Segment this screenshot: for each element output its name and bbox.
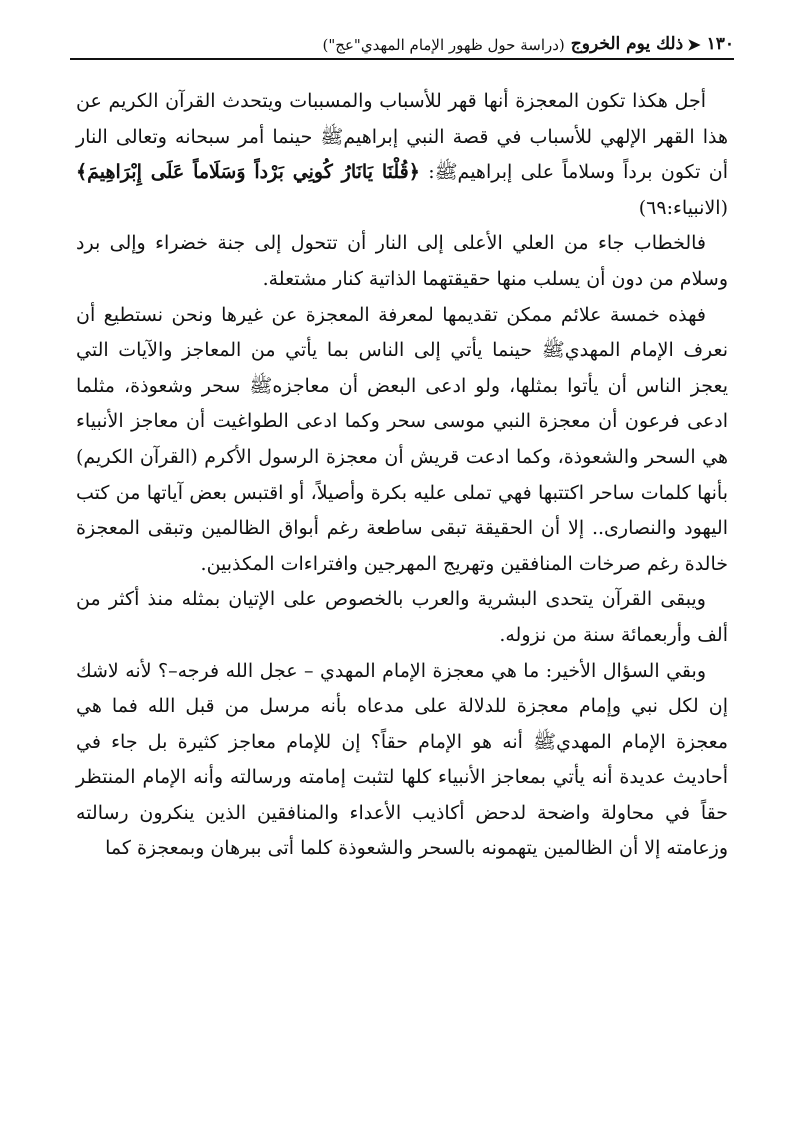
page-body bbox=[76, 84, 728, 867]
paragraph-3: فهذه خمسة علائم ممكن تقديمها لمعرفة المعجزة عن غيرها ونحن نستطيع أن نعرف الإمام المهديﷺ حينما يأتي إلى الناس بما يأتي من المعاجز والآيات التي يعجز الناس أن يأتوا بمثلها، ولو ادعى البعض أن معاجزهﷺ سحر وشعوذة، مثلما ادعى فرعون أن معجزة النبي موسى سحر وكما ادعى الطواغيت أن معاجز الأنبياء هي السحر والشعوذة، وكما ادعت قريش أن معجزة الرسول الأكرم (القرآن الكريم) بأنها كلمات ساحر اكتتبها فهي تملى عليه بكرة وأصيلاً، أو اقتبس بعض آياتها من كتب اليهود والنصارى.. إلا أن الحقيقة تبقى ساطعة رغم أبواق الظالمين وتبقى المعجزة خالدة رغم صرخات المنافقين وتهريج المهرجين وافتراءات المكذبين. bbox=[76, 303, 728, 575]
paragraph-4: ويبقى القرآن يتحدى البشرية والعرب بالخصوص على الإتيان بمثله منذ أكثر من ألف وأربعمائة سنة من نزوله. bbox=[76, 588, 728, 646]
paragraph-1 bbox=[76, 84, 728, 226]
verse-citation: (الانبياء:٦٩) bbox=[638, 196, 728, 219]
page-number: ١٣٠ bbox=[706, 34, 734, 54]
arrow-icon: ➤ bbox=[687, 35, 701, 54]
quran-verse: ﴿قُلْنَا يَانَارُ كُونِي بَرْداً وَسَلَاماً عَلَى إِبْرَاهِيمَ﴾ bbox=[76, 161, 420, 184]
book-subtitle: (دراسة حول ظهور الإمام المهدي"عج") bbox=[322, 36, 565, 54]
paragraph-text: أجل هكذا تكون المعجزة أنها قهر للأسباب والمسببات ويتحدث القرآن الكريم عن هذا القهر الإلهي للأسباب في قصة النبي إبراهيمﷺ حينما أمر سبحانه وتعالى النار أن تكون برداً وسلاماً على إبراهيمﷺ: bbox=[76, 90, 728, 184]
paragraph-2: فالخطاب جاء من العلي الأعلى إلى النار أن تتحول إلى جنة خضراء وإلى برد وسلام من دون أن يسلب منها حقيقتهما الذاتية كنار مشتعلة. bbox=[76, 232, 728, 290]
book-title: ذلك يوم الخروج bbox=[570, 34, 684, 54]
running-header bbox=[70, 28, 734, 60]
paragraph-5: وبقي السؤال الأخير: ما هي معجزة الإمام المهدي – عجل الله فرجه–؟ لأنه لاشك إن لكل نبي وإمام معجزة للدلالة على مدعاه بأنه مرسل من قبل الله فما هي معجزة الإمام المهديﷺ أنه هو الإمام حقاً؟ إن للإمام معاجز كثيرة بل جاء في أحاديث عديدة أنه يأتي بمعاجز الأنبياء كلها لتثبت إمامته ورسالته وأنه الإمام المنتظر حقاً في محاولة واضحة لدحض أكاذيب الأعداء والمنافقين الذين ينكرون رسالته وزعامته إلا أن الظالمين يتهمونه بالسحر والشعوذة كلما أتى ببرهان وبمعجزة كما bbox=[76, 659, 728, 860]
